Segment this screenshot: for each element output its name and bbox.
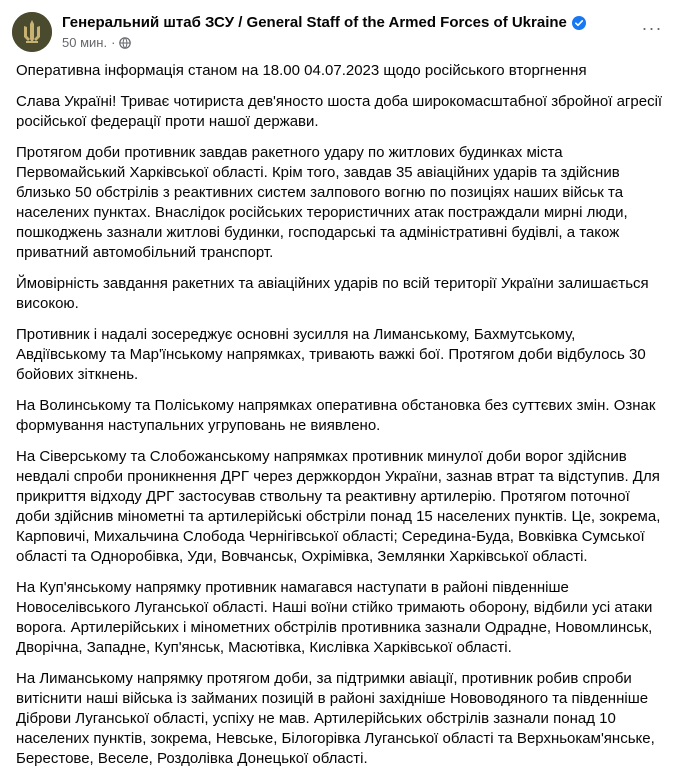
author-block — [62, 13, 627, 51]
more-options-button[interactable] — [639, 18, 665, 38]
post-content — [16, 61, 664, 780]
more-options-icon: ··· — [641, 18, 663, 38]
post-paragraph: На Куп'янському напрямку противник намагався наступати в районі південніше Новоселівського Луганської області. Наші воїни стійко тримають оборону, відбили усі атаки ворога. Артилерійських і мінометних обстрілів противника зазнали Одрадне, Новомлинськ, Дворічна, Западне, Куп'янськ, Масютівка, Кислівка Харківської області. — [16, 579, 653, 656]
post-paragraph: Протягом доби противник завдав ракетного удару по житлових будинках міста Первомайський Харківської області. Крім того, завдав 35 авіаційних ударів та здійснив близько 50 обстрілів з реактивних систем залпового вогню по позиціях наших військ та населених пунктах. Внаслідок російських терористичних атак постраждали мирні люди, пошкоджень зазнали житлові будинки, господарські та адміністративні будівлі, а також приватний автомобільний транспорт. — [16, 144, 628, 261]
author-line — [62, 13, 627, 33]
post-meta — [62, 35, 627, 51]
post-header — [12, 10, 667, 54]
verified-badge-icon — [572, 16, 586, 30]
post-paragraph: На Сіверському та Слобожанському напрямках противник минулої доби ворог здійснив невдалі спроби проникнення ДРГ через держкордон України, зазнав втрат та відступив. Для прикриття відходу ДРГ застосував ствольну та реактивну артилерію. Протягом поточної доби здійснив мінометні та артилерійські обстріли понад 15 населених пунктів. Це, зокрема, Карповичі, Михальчина Слобода Чернігівської області; Середина-Буда, Вовківка Сумської області та Одноробівка, Уди, Вовчанськ, Охрімівка, Землянки Харківської області. — [16, 448, 661, 565]
emblem-icon — [12, 12, 52, 52]
post-paragraph: Слава Україні! Триває чотириста дев'яносто шоста доба широкомасштабної збройної агресії російської федерації проти нашої держави. — [16, 93, 663, 130]
post-paragraph: Оперативна інформація станом на 18.00 04.07.2023 щодо російського вторгнення — [16, 62, 587, 79]
avatar[interactable] — [12, 12, 52, 52]
post-paragraph: Противник і надалі зосереджує основні зусилля на Лиманському, Бахмутському, Авдіївському та Мар'їнському напрямках, тривають важкі бої. Протягом доби відбулось 30 бойових зіткнень. — [16, 326, 646, 383]
post-time[interactable]: 50 мин. — [62, 35, 108, 50]
globe-icon[interactable] — [119, 37, 131, 49]
post-paragraph: Ймовірність завдання ракетних та авіаційних ударів по всій території України залишається високою. — [16, 275, 649, 312]
meta-separator: · — [111, 35, 116, 50]
post-paragraph: На Лиманському напрямку протягом доби, за підтримки авіації, противник робив спроби витіснити наші війська із займаних позицій в районі західніше Нововодяного та південніше Діброви Луганської області, успіху не мав. Артилерійських обстрілів зазнали понад 10 населених пунктів, зокрема, Невське, Білогорівка Луганської області та Верхньокам'янське, Берестове, Веселе, Роздолівка Донецької області. — [16, 670, 655, 767]
author-name[interactable]: Генеральний штаб ЗСУ / General Staff of the Armed Forces of Ukraine — [62, 14, 567, 31]
post-paragraph: На Волинському та Поліському напрямках оперативна обстановка без суттєвих змін. Ознак формування наступальних угруповань не виявлено. — [16, 397, 656, 434]
